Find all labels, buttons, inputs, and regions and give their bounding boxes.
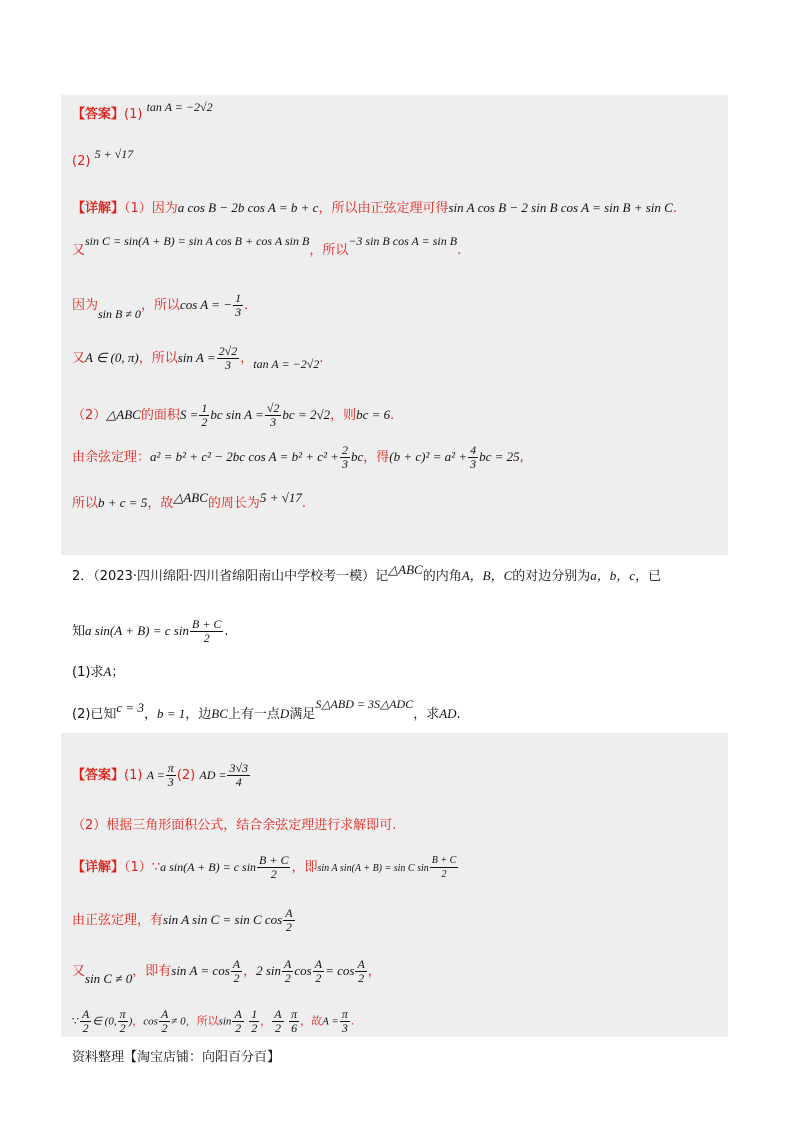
numerator: B + C <box>259 853 289 867</box>
text: 又 <box>72 964 86 979</box>
text: . <box>301 496 306 511</box>
detail-line-2 <box>72 234 462 259</box>
text: 的面积 <box>140 408 180 423</box>
formula: c = 3 <box>116 700 144 715</box>
hint-line: （2）根据三角形面积公式，结合余弦定理进行求解即可. <box>72 818 397 833</box>
formula: a，b，c <box>590 568 636 583</box>
formula: cos <box>143 1015 158 1028</box>
numerator: A <box>357 957 365 971</box>
formula: AD <box>439 706 457 721</box>
formula: A = <box>322 1015 339 1028</box>
numerator: A <box>285 906 293 920</box>
text: ，所以 <box>140 298 180 313</box>
denominator: 2 <box>203 631 210 645</box>
text: （1）因为 <box>124 201 178 216</box>
text: 由正弦定理，有 <box>72 913 164 928</box>
fraction <box>340 444 350 471</box>
numerator: A <box>274 1007 282 1021</box>
text: （1）∵ <box>124 860 161 875</box>
fraction <box>265 402 282 429</box>
text: . <box>224 624 229 639</box>
fraction <box>166 762 176 789</box>
numerator: √2 <box>266 401 280 415</box>
formula: a sin(A + B) = c sin <box>85 623 189 638</box>
formula: sin C ≠ 0 <box>85 971 133 986</box>
text: ，得 <box>363 450 390 465</box>
text: ， <box>367 964 381 979</box>
formula: 2 sin <box>256 963 282 978</box>
formula: A ∈ (0, π) <box>85 350 139 365</box>
fraction <box>249 1008 259 1035</box>
text: ； <box>111 665 125 680</box>
text: 由余弦定理： <box>72 450 151 465</box>
formula: sin A = cos <box>171 963 230 978</box>
formula: bc <box>351 449 364 464</box>
numerator: 2√2 <box>218 344 238 358</box>
detail-label: 【详解】 <box>72 860 125 875</box>
formula: sin C = sin(A + B) = sin A cos B + cos A sin B <box>85 234 310 248</box>
text: . <box>350 1014 355 1028</box>
denominator: 3 <box>235 305 242 319</box>
q2-detail-line-1 <box>72 854 459 881</box>
fraction <box>272 1008 283 1035</box>
denominator: 2 <box>251 1021 258 1035</box>
detail-line-6 <box>72 444 524 471</box>
text: 又 <box>72 243 86 258</box>
formula: bc = 2√2 <box>282 407 331 422</box>
text: ， <box>143 707 157 722</box>
fraction <box>118 1008 128 1035</box>
denominator: 2 <box>82 1021 89 1035</box>
text: . <box>319 351 324 366</box>
denominator: 2 <box>441 869 447 880</box>
text: 满足 <box>289 707 316 722</box>
text: , <box>519 450 524 465</box>
problem-2-line-2 <box>72 618 229 645</box>
denominator: 2 <box>270 867 277 881</box>
denominator: 2 <box>284 971 291 985</box>
answer-part-1-number: (1) <box>124 107 143 122</box>
text: ，故 <box>300 1014 323 1028</box>
text: ，故 <box>147 496 174 511</box>
numerator: π <box>291 1007 298 1021</box>
text: ，即有 <box>132 964 172 979</box>
numerator: π <box>341 1007 348 1021</box>
denominator: 3 <box>342 457 348 471</box>
fraction <box>289 1008 299 1035</box>
text: ， <box>132 1014 144 1028</box>
formula: ∈ (0, <box>92 1015 117 1028</box>
denominator: 2 <box>161 1021 168 1035</box>
formula: cos <box>294 963 312 978</box>
answer-part-2-number: (2) <box>176 768 196 783</box>
formula: sin A = <box>177 350 216 365</box>
formula: △ABC <box>106 407 141 422</box>
formula: △ABC <box>173 490 208 505</box>
numerator: 4 <box>470 443 477 457</box>
numerator: 1 <box>251 1007 258 1021</box>
denominator: 2 <box>358 971 365 985</box>
text: ，所以由正弦定理可得 <box>318 201 449 216</box>
answer-label: 【答案】 <box>72 107 125 122</box>
formula: a² = b² + c² − 2bc cos A = b² + c² + <box>150 449 339 464</box>
formula: BC <box>211 706 228 721</box>
formula: sin A cos B − 2 sin B cos A = sin B + sin C <box>448 200 673 215</box>
text: 的周长为 <box>207 496 260 511</box>
numerator: 2 <box>342 443 348 457</box>
text: ，求 <box>413 707 440 722</box>
formula: cos A = − <box>179 297 233 312</box>
text: 的对边分别为 <box>512 569 591 584</box>
fraction <box>217 345 240 372</box>
fraction <box>340 1008 350 1035</box>
detail-label: 【详解】 <box>72 201 125 216</box>
answer-line-2 <box>72 147 134 170</box>
formula: bc sin A = <box>210 407 264 422</box>
answer-label: 【答案】 <box>72 768 125 783</box>
answer-part-2-number: (2) <box>72 154 91 169</box>
fraction <box>468 444 478 471</box>
formula: S△ABD = 3S△ADC <box>315 697 414 711</box>
denominator: 3 <box>470 457 477 471</box>
denominator: 2 <box>285 920 292 934</box>
denominator: 6 <box>291 1021 298 1035</box>
fraction <box>313 958 324 985</box>
formula: sin <box>218 1015 232 1028</box>
answer-line-1 <box>72 100 213 123</box>
answer-line-q2 <box>72 762 251 789</box>
formula: sin A sin(A + B) = sin C sin <box>317 863 429 874</box>
formula: S = <box>179 407 199 422</box>
detail-line-7 <box>72 490 306 512</box>
fraction <box>257 854 290 881</box>
denominator: 2 <box>274 1021 281 1035</box>
formula: b = 1 <box>156 706 186 721</box>
text: (1)求 <box>72 665 104 680</box>
text: . <box>457 243 462 258</box>
text: 因为 <box>72 298 99 313</box>
answer-part-2-formula: 5 + √17 <box>94 147 134 161</box>
page-footer: 资料整理【淘宝店铺：向阳百分百】 <box>72 1050 281 1065</box>
numerator: 1 <box>235 291 242 305</box>
text: . <box>456 707 461 722</box>
text: ，已 <box>635 569 662 584</box>
formula: bc = 25 <box>479 449 520 464</box>
q2-detail-line-2 <box>72 907 296 934</box>
fraction <box>283 907 294 934</box>
formula: sin B ≠ 0 <box>98 307 141 321</box>
text: ， <box>243 964 257 979</box>
denominator: 2 <box>233 971 240 985</box>
denominator: 3 <box>224 358 231 372</box>
formula: D <box>279 706 290 721</box>
formula: = cos <box>325 963 355 978</box>
formula: a sin(A + B) = c sin <box>160 860 257 874</box>
text: ， <box>240 351 254 366</box>
numerator: A <box>232 957 241 971</box>
denominator: 3 <box>167 775 174 789</box>
fraction <box>80 1008 91 1035</box>
formula: −3 sin B cos A = sin B <box>348 234 458 248</box>
text: ， <box>260 1014 272 1028</box>
fraction <box>159 1008 170 1035</box>
q2-detail-line-4 <box>72 1008 354 1035</box>
text: 所以 <box>72 496 99 511</box>
text: ，所以 <box>185 1014 219 1028</box>
formula: A，B，C <box>461 568 513 583</box>
text: ，所以 <box>309 243 349 258</box>
formula: A <box>103 664 112 679</box>
text: ，所以 <box>138 351 178 366</box>
denominator: 2 <box>315 971 322 985</box>
formula: ) <box>128 1015 133 1028</box>
numerator: A <box>82 1007 90 1021</box>
text: . <box>672 201 677 216</box>
fraction <box>430 854 459 881</box>
fraction <box>233 292 243 319</box>
text: ，则 <box>330 408 357 423</box>
fraction <box>231 958 242 985</box>
denominator: 4 <box>235 775 242 789</box>
formula: tan A = −2√2 <box>253 357 320 371</box>
numerator: 3√3 <box>229 761 249 775</box>
formula: △ABC <box>388 562 423 577</box>
formula: sin A sin C = sin C cos <box>163 912 283 927</box>
numerator: π <box>167 761 174 775</box>
numerator: A <box>284 957 292 971</box>
fraction <box>232 1008 243 1035</box>
fraction <box>355 958 366 985</box>
denominator: 2 <box>235 1021 242 1035</box>
answer-part-1-number: (1) <box>124 768 143 783</box>
fraction <box>199 402 209 429</box>
formula: ≠ 0 <box>171 1015 186 1028</box>
numerator: 1 <box>201 401 208 415</box>
fraction <box>190 618 223 645</box>
problem-2-part-1 <box>72 664 124 681</box>
formula: bc = 6 <box>356 407 391 422</box>
numerator: A <box>234 1007 242 1021</box>
formula: 5 + √17 <box>259 490 302 505</box>
detail-line-1 <box>72 200 677 217</box>
denominator: 2 <box>119 1021 126 1035</box>
text: . <box>390 408 395 423</box>
answer-part-1-formula: tan A = −2√2 <box>146 100 213 114</box>
q2-detail-line-3 <box>72 958 381 985</box>
solution-block-1 <box>61 95 728 555</box>
problem-2-line-1 <box>72 562 662 585</box>
text: ，边 <box>185 707 212 722</box>
text: 知 <box>72 624 86 639</box>
problem-2-part-2 <box>72 697 461 723</box>
fraction <box>282 958 293 985</box>
text: 2．（2023·四川绵阳·四川省绵阳南山中学校考一模）记 <box>72 569 389 584</box>
formula: AD = <box>199 768 227 782</box>
formula: b + c = 5 <box>98 495 148 510</box>
detail-line-5 <box>72 402 394 429</box>
text: （2） <box>72 408 107 423</box>
text: (2)已知 <box>72 707 117 722</box>
numerator: A <box>314 957 323 971</box>
numerator: B + C <box>431 855 457 866</box>
denominator: 2 <box>201 415 208 429</box>
text: 上有一点 <box>227 707 280 722</box>
numerator: B + C <box>191 617 222 631</box>
numerator: A <box>160 1007 169 1021</box>
text: . <box>244 298 249 313</box>
denominator: 3 <box>341 1021 348 1035</box>
numerator: π <box>119 1007 126 1021</box>
detail-line-4 <box>72 345 323 372</box>
detail-line-3 <box>72 292 248 319</box>
denominator: 3 <box>270 415 277 429</box>
text: ∵ <box>72 1014 79 1028</box>
text: ，即 <box>291 860 318 875</box>
text: 的内角 <box>422 569 462 584</box>
fraction <box>227 762 250 789</box>
text: 又 <box>72 351 86 366</box>
formula: (b + c)² = a² + <box>389 449 468 464</box>
formula: a cos B − 2b cos A = b + c <box>177 200 319 215</box>
formula: A = <box>146 768 165 782</box>
